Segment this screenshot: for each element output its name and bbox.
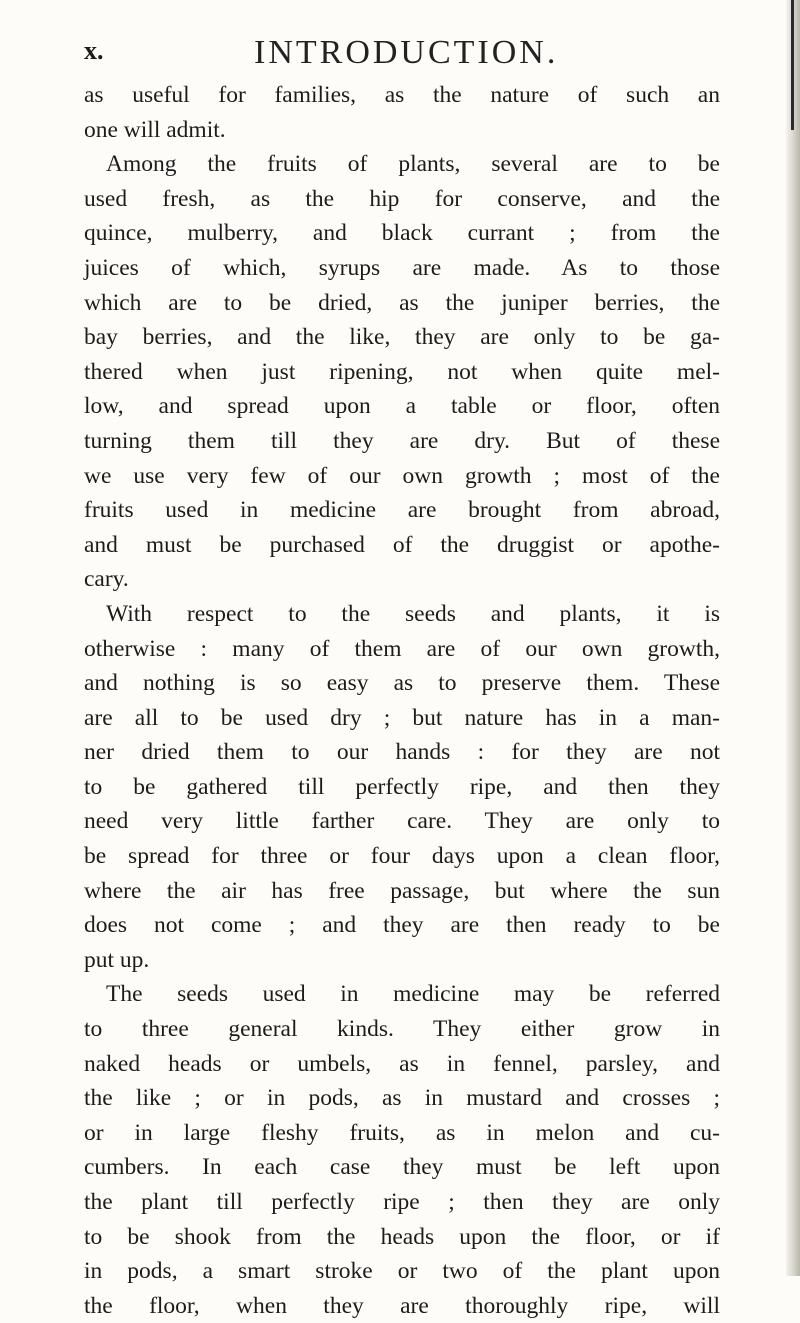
- text-line: and must be purchased of the druggist or apothe-: [84, 531, 720, 558]
- text-line: cumbers. In each case they must be left upon: [84, 1154, 720, 1181]
- text-line: are all to be used dry ; but nature has in a man-: [84, 704, 720, 731]
- text-line: does not come ; and they are then ready to be: [84, 912, 720, 939]
- page-edge-shadow: [786, 0, 800, 1276]
- text-line: as useful for families, as the nature of such an: [84, 82, 720, 108]
- text-line: low, and spread upon a table or floor, often: [84, 393, 720, 420]
- text-line: quince, mulberry, and black currant ; from the: [84, 220, 720, 247]
- text-line: to be shook from the heads upon the floor, or if: [84, 1223, 720, 1250]
- text-line: in pods, a smart stroke or two of the plant upon: [84, 1258, 720, 1285]
- text-line: the like ; or in pods, as in mustard and crosses ;: [84, 1085, 720, 1112]
- text-line: to three general kinds. They either grow in: [84, 1016, 720, 1043]
- text-line: juices of which, syrups are made. As to those: [84, 254, 720, 281]
- text-line: With respect to the seeds and plants, it is: [106, 600, 720, 627]
- text-line: bay berries, and the like, they are only to be ga-: [84, 324, 720, 351]
- text-line: one will admit.: [84, 116, 226, 143]
- page-header: [84, 34, 724, 74]
- page-number: x.: [84, 36, 104, 65]
- text-line: otherwise : many of them are of our own growth,: [84, 635, 720, 662]
- text-line: or in large fleshy fruits, as in melon and cu-: [84, 1119, 720, 1146]
- text-line: and nothing is so easy as to preserve them. These: [84, 670, 720, 697]
- text-line: we use very few of our own growth ; most of the: [84, 462, 720, 489]
- text-line: the floor, when they are thoroughly ripe, will: [84, 1292, 720, 1319]
- text-line: be spread for three or four days upon a clean floor,: [84, 843, 720, 870]
- text-line: need very little farther care. They are only to: [84, 808, 720, 835]
- text-line: where the air has free passage, but where the sun: [84, 877, 720, 904]
- text-line: fruits used in medicine are brought from abroad,: [84, 497, 720, 524]
- text-line: put up.: [84, 946, 150, 973]
- page-edge-mark: [791, 0, 794, 130]
- text-line: cary.: [84, 566, 129, 593]
- text-line: naked heads or umbels, as in fennel, parsley, and: [84, 1050, 720, 1077]
- running-title: INTRODUCTION.: [254, 34, 559, 71]
- text-line: turning them till they are dry. But of these: [84, 427, 720, 454]
- text-line: used fresh, as the hip for conserve, and the: [84, 185, 720, 212]
- text-line: thered when just ripening, not when quite mel-: [84, 358, 720, 385]
- text-line: to be gathered till perfectly ripe, and then they: [84, 773, 720, 800]
- text-line: which are to be dried, as the juniper berries, the: [84, 289, 720, 316]
- text-line: the plant till perfectly ripe ; then they are only: [84, 1189, 720, 1215]
- text-line: ner dried them to our hands : for they are not: [84, 739, 720, 766]
- text-line: The seeds used in medicine may be referred: [106, 981, 720, 1008]
- text-line: Among the fruits of plants, several are to be: [106, 151, 720, 178]
- body-text: [84, 78, 720, 1323]
